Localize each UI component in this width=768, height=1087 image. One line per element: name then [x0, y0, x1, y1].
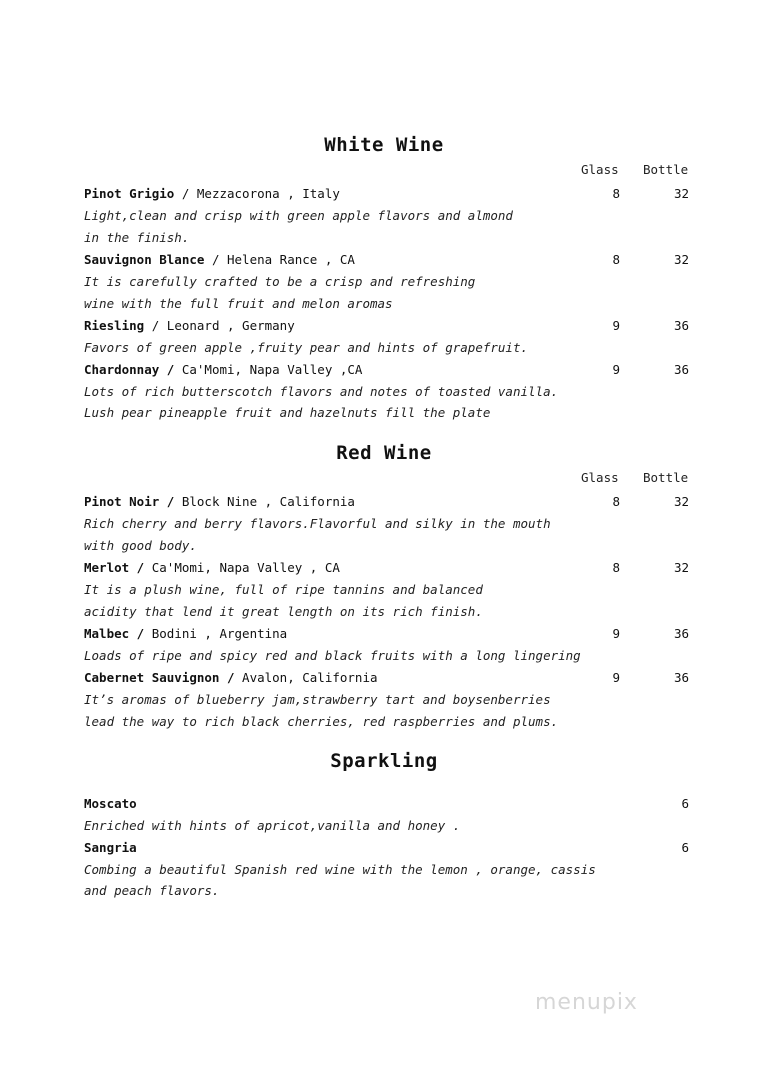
- wine-item: [84, 670, 378, 685]
- wine-description: Favors of green apple ,fruity pear and hints of grapefruit.: [84, 340, 529, 355]
- wine-name: Sangria: [84, 840, 137, 855]
- wine-origin: Bodini , Argentina: [144, 626, 288, 641]
- wine-item: [84, 252, 355, 267]
- wine-name: Pinot Noir /: [84, 494, 175, 509]
- wine-description: Combing a beautiful Spanish red wine with the lemon , orange, cassis: [84, 862, 596, 877]
- wine-description: wine with the full fruit and melon aromas: [84, 296, 393, 311]
- bottle-price: 36: [673, 362, 689, 377]
- section-title-sparkling: Sparkling: [330, 750, 438, 772]
- bottle-price: 32: [673, 494, 689, 509]
- glass-column-header: Glass: [581, 470, 619, 485]
- glass-price: 9: [612, 362, 620, 377]
- bottle-price: 32: [673, 560, 689, 575]
- wine-item: [84, 362, 362, 377]
- wine-description: in the finish.: [84, 230, 190, 245]
- wine-origin: Ca'Momi, Napa Valley ,CA: [174, 362, 363, 377]
- wine-origin: / Leonard , Germany: [144, 318, 295, 333]
- wine-item: [84, 560, 340, 575]
- wine-name: Riesling: [84, 318, 145, 333]
- glass-price: 9: [612, 670, 620, 685]
- wine-name: Malbec /: [84, 626, 145, 641]
- wine-name: Merlot /: [84, 560, 145, 575]
- wine-origin: / Helena Rance , CA: [204, 252, 355, 267]
- wine-item: [84, 186, 340, 201]
- wine-item: [84, 840, 137, 855]
- wine-item: [84, 318, 295, 333]
- bottle-column-header: Bottle: [643, 470, 689, 485]
- wine-name: Cabernet Sauvignon /: [84, 670, 235, 685]
- glass-price: 8: [612, 560, 620, 575]
- bottle-price: 32: [673, 186, 689, 201]
- wine-description: acidity that lend it great length on its rich finish.: [84, 604, 483, 619]
- wine-description: and peach flavors.: [84, 883, 220, 898]
- glass-price: 9: [612, 626, 620, 641]
- wine-description: Lush pear pineapple fruit and hazelnuts fill the plate: [84, 405, 491, 420]
- wine-name: Moscato: [84, 796, 137, 811]
- wine-description: Loads of ripe and spicy red and black fruits with a long lingering: [84, 648, 581, 663]
- bottle-column-header: Bottle: [643, 162, 689, 177]
- wine-description: lead the way to rich black cherries, red raspberries and plums.: [84, 714, 559, 729]
- wine-name: Sauvignon Blance: [84, 252, 205, 267]
- glass-price: 8: [612, 252, 620, 267]
- section-title-red-wine: Red Wine: [336, 442, 432, 464]
- wine-name: Pinot Grigio: [84, 186, 175, 201]
- wine-description: It is a plush wine, full of ripe tannins and balanced: [84, 582, 483, 597]
- wine-origin: Block Nine , California: [174, 494, 355, 509]
- bottle-price: 32: [673, 252, 689, 267]
- wine-description: Lots of rich butterscotch flavors and notes of toasted vanilla.: [84, 384, 559, 399]
- glass-price: 9: [612, 318, 620, 333]
- watermark-logo: menupix: [535, 990, 638, 1015]
- wine-price: 6: [681, 840, 689, 855]
- wine-name: Chardonnay /: [84, 362, 175, 377]
- section-title-white-wine: White Wine: [324, 134, 444, 156]
- glass-column-header: Glass: [581, 162, 619, 177]
- bottle-price: 36: [673, 626, 689, 641]
- wine-item: [84, 494, 355, 509]
- wine-origin: Ca'Momi, Napa Valley , CA: [144, 560, 340, 575]
- wine-description: Light,clean and crisp with green apple flavors and almond: [84, 208, 513, 223]
- glass-price: 8: [612, 186, 620, 201]
- wine-description: It’s aromas of blueberry jam,strawberry tart and boysenberries: [84, 692, 551, 707]
- wine-description: Enriched with hints of apricot,vanilla and honey .: [84, 818, 461, 833]
- wine-description: It is carefully crafted to be a crisp and refreshing: [84, 274, 476, 289]
- wine-description: Rich cherry and berry flavors.Flavorful and silky in the mouth: [84, 516, 551, 531]
- glass-price: 8: [612, 494, 620, 509]
- wine-description: with good body.: [84, 538, 197, 553]
- wine-origin: / Mezzacorona , Italy: [174, 186, 340, 201]
- wine-item: [84, 796, 137, 811]
- wine-item: [84, 626, 287, 641]
- bottle-price: 36: [673, 318, 689, 333]
- wine-price: 6: [681, 796, 689, 811]
- bottle-price: 36: [673, 670, 689, 685]
- wine-origin: Avalon, California: [234, 670, 378, 685]
